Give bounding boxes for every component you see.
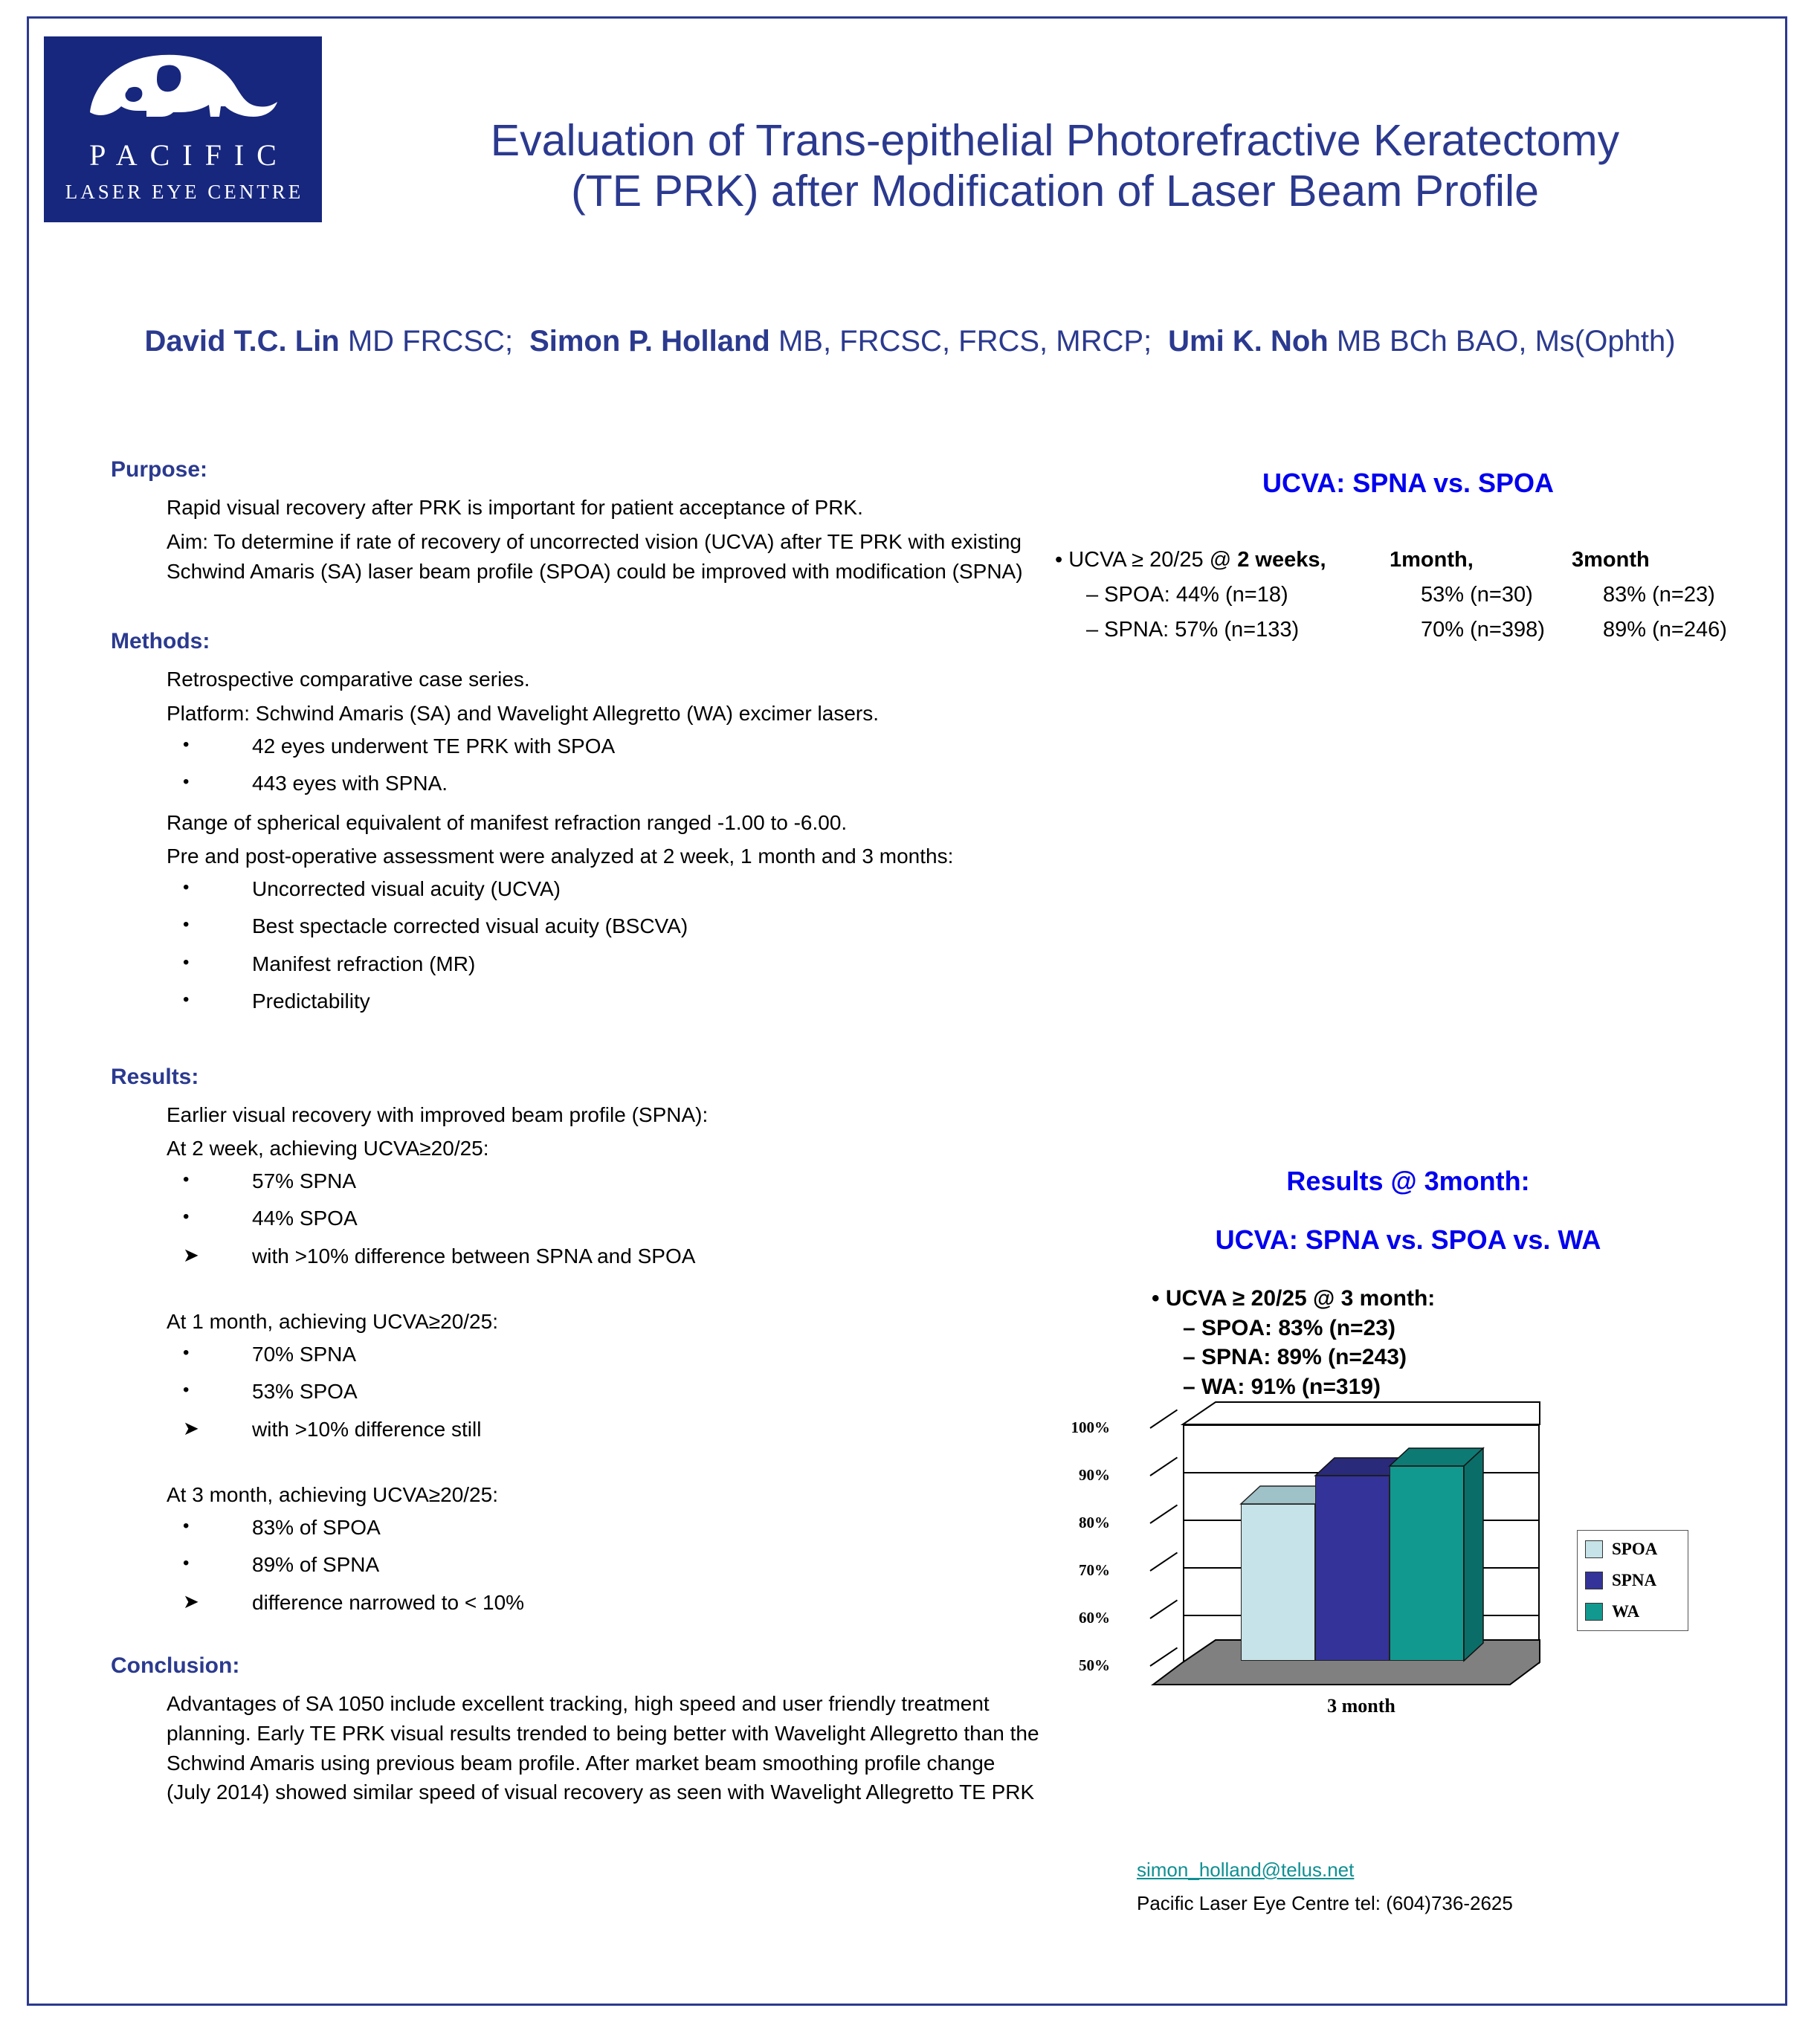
chart-plot-area	[1071, 1418, 1540, 1685]
bullet-dot-icon: •	[183, 1343, 190, 1363]
methods-bullet-list-b	[167, 876, 1040, 1016]
bullet-dot-icon: •	[183, 1553, 190, 1574]
bullet-dot-icon: •	[183, 1207, 190, 1227]
results-3month-panel	[1055, 1163, 1761, 1730]
table-cell-value: 89% (n=246)	[1603, 618, 1727, 642]
results3month-heading-1: Results @ 3month:	[1286, 1166, 1530, 1197]
results3month-heading-2: UCVA: SPNA vs. SPOA vs. WA	[1215, 1224, 1601, 1255]
methods-paragraph-4: Pre and post-operative assessment were analyzed at 2 week, 1 month and 3 months:	[167, 845, 954, 868]
left-column	[81, 457, 1040, 1812]
list-item-label: 89% of SPNA	[252, 1553, 380, 1577]
table-cell-value: 53% (n=30)	[1421, 583, 1533, 607]
author-name-1: David T.C. Lin	[144, 325, 340, 358]
section-methods	[81, 629, 1040, 1015]
depth-tick-70	[1149, 1552, 1178, 1571]
list-item	[167, 770, 1040, 797]
methods-paragraph-2: Platform: Schwind Amaris (SA) and Wavelight Allegretto (WA) excimer lasers.	[167, 702, 880, 725]
pacific-laser-eye-centre-logo	[44, 36, 322, 222]
legend-swatch-wa	[1585, 1603, 1603, 1621]
ucva-header-lead: UCVA ≥ 20/25 @	[1068, 548, 1238, 572]
results-intro: Earlier visual recovery with improved beam profile (SPNA):	[167, 1102, 709, 1126]
telephone-text: Pacific Laser Eye Centre tel: (604)736-2625	[1137, 1892, 1513, 1914]
section-results	[81, 1065, 1040, 1617]
table-cell-label	[1055, 618, 1421, 642]
list-item	[167, 1514, 1040, 1541]
depth-tick-90	[1149, 1456, 1178, 1476]
table-header-cell-2: 3month	[1572, 548, 1650, 572]
list-item-label: 44% SPOA	[252, 1207, 358, 1230]
logo-subtitle: LASER EYE CENTRE	[65, 181, 304, 203]
legend-label-wa: WA	[1612, 1601, 1640, 1621]
results3month-line-wa: – WA: 91% (n=319)	[1183, 1374, 1381, 1399]
list-item-label: difference narrowed to < 10%	[252, 1590, 525, 1614]
bullet-dot-icon: •	[183, 734, 190, 755]
table-header-row	[1055, 548, 1761, 572]
purpose-heading: Purpose:	[111, 457, 208, 482]
email-link[interactable]: simon_holland@telus.net	[1137, 1859, 1355, 1881]
list-item	[167, 1416, 1040, 1443]
depth-tick-60	[1149, 1599, 1178, 1618]
table-cell-value: 83% (n=23)	[1603, 583, 1715, 607]
author-creds-3: MB BCh BAO, Ms(Ophth)	[1336, 325, 1676, 358]
title-line-2: (TE PRK) after Modification of Laser Beam Profile	[571, 167, 1539, 216]
y-axis-tick-label: 50%	[1079, 1656, 1110, 1674]
list-item-label: with >10% difference still	[252, 1417, 482, 1441]
author-creds-2: MB, FRCSC, FRCS, MRCP;	[778, 325, 1152, 358]
methods-paragraph-3: Range of spherical equivalent of manifest refraction ranged -1.00 to -6.00.	[167, 810, 848, 834]
results3month-line-spoa: – SPOA: 83% (n=23)	[1183, 1315, 1395, 1340]
results3month-bullet: • UCVA ≥ 20/25 @ 3 month:	[1152, 1286, 1436, 1311]
list-item-label: 70% SPNA	[252, 1343, 357, 1366]
table-cell-value: 70% (n=398)	[1421, 618, 1545, 642]
table-row	[1055, 618, 1761, 642]
y-axis-tick-label: 60%	[1079, 1608, 1110, 1627]
results-group-label-2: At 1 month, achieving UCVA≥20/25:	[167, 1310, 498, 1334]
author-list	[59, 325, 1761, 358]
gridline-100	[1183, 1424, 1540, 1426]
list-item	[167, 1552, 1040, 1578]
chart-legend	[1577, 1530, 1688, 1631]
list-item-label: Manifest refraction (MR)	[252, 952, 476, 975]
legend-label-spoa: SPOA	[1612, 1539, 1658, 1558]
table-cell-value: 57% (n=133)	[1175, 618, 1300, 642]
list-item	[167, 1589, 1040, 1616]
y-axis-tick-label: 90%	[1079, 1465, 1110, 1484]
list-item-label: 42 eyes underwent TE PRK with SPOA	[252, 734, 616, 758]
results-group-label-1: At 2 week, achieving UCVA≥20/25:	[167, 1137, 489, 1160]
bullet-arrow-icon: ➤	[183, 1416, 199, 1439]
orca-whale-icon	[83, 47, 283, 136]
bullet-arrow-icon: ➤	[183, 1243, 199, 1266]
y-axis-tick-label: 80%	[1079, 1513, 1110, 1531]
results-bullet-list-2	[167, 1341, 1040, 1443]
poster-header	[29, 19, 1785, 249]
list-item-label: 443 eyes with SPNA.	[252, 772, 448, 795]
x-axis-label: 3 month	[1327, 1694, 1395, 1717]
ucva-header-col0: 2 weeks,	[1237, 548, 1326, 572]
methods-bullet-list-a	[167, 733, 1040, 798]
legend-item-spoa	[1585, 1540, 1680, 1559]
y-axis-tick-label: 70%	[1079, 1560, 1110, 1579]
list-item-label: Uncorrected visual acuity (UCVA)	[252, 877, 561, 901]
author-name-3: Umi K. Noh	[1168, 325, 1329, 358]
methods-paragraph-1: Retrospective comparative case series.	[167, 668, 530, 691]
purpose-paragraph-1: Rapid visual recovery after PRK is important for patient acceptance of PRK.	[167, 496, 863, 519]
list-item-label: with >10% difference between SPNA and SPOA	[252, 1244, 696, 1268]
list-item	[167, 1168, 1040, 1195]
results3month-list	[1055, 1284, 1761, 1401]
list-item-label: Best spectacle corrected visual acuity (BSCVA)	[252, 914, 688, 938]
list-item-label: 53% SPOA	[252, 1380, 358, 1404]
bullet-dot-icon: •	[183, 914, 190, 935]
legend-swatch-spna	[1585, 1572, 1603, 1589]
author-creds-1: MD FRCSC;	[347, 325, 514, 358]
chart-top-face	[1153, 1402, 1540, 1426]
list-item	[167, 1341, 1040, 1368]
ucva-table	[1055, 548, 1761, 642]
legend-label-spna: SPNA	[1612, 1570, 1657, 1589]
results-group-label-3: At 3 month, achieving UCVA≥20/25:	[167, 1483, 498, 1507]
row-label-spoa: – SPOA:	[1086, 583, 1170, 607]
bullet-dot-icon: •	[183, 1169, 190, 1190]
bullet-dot-icon: •	[183, 772, 190, 792]
logo-wordmark: PACIFIC	[89, 138, 289, 172]
legend-item-spna	[1585, 1571, 1680, 1590]
row-label-spna: – SPNA:	[1086, 618, 1169, 642]
results-heading: Results:	[111, 1064, 199, 1089]
right-column	[1055, 465, 1761, 1731]
list-item	[167, 733, 1040, 760]
table-cell-value: 44% (n=18)	[1175, 583, 1288, 607]
list-item	[167, 1378, 1040, 1405]
table-cell-label	[1055, 583, 1421, 607]
contact-footer	[1137, 1859, 1732, 1915]
bullet-dot-icon: •	[183, 952, 190, 972]
bullet-dot-icon: •	[183, 989, 190, 1010]
bullet-dot-icon: •	[183, 1515, 190, 1536]
bar-front-spna	[1315, 1476, 1390, 1661]
bullet-arrow-icon: ➤	[183, 1589, 199, 1612]
conclusion-heading: Conclusion:	[111, 1653, 240, 1679]
results3month-line-spna: – SPNA: 89% (n=243)	[1183, 1345, 1407, 1370]
list-item	[167, 951, 1040, 978]
bar-front-wa	[1390, 1466, 1464, 1661]
conclusion-text: Advantages of SA 1050 include excellent tracking, high speed and user friendly treatment planning. Early TE PRK visual results trended to being better with Wavelight Allegretto than the Schwind Amaris using previous beam profile. After market beam smoothing profile change (July 2014) showed similar speed of visual recovery as seen with Wavelight Allegretto TE PRK	[167, 1692, 1039, 1804]
list-item	[167, 1243, 1040, 1270]
bullet-dot-icon: •	[183, 1380, 190, 1401]
table-header-cell-0	[1055, 548, 1390, 572]
ucva-3month-bar-chart	[1055, 1418, 1761, 1731]
list-item	[167, 913, 1040, 940]
methods-heading: Methods:	[111, 629, 210, 654]
list-item	[167, 988, 1040, 1015]
list-item	[167, 1205, 1040, 1232]
section-conclusion	[81, 1653, 1040, 1807]
table-header-cell-1: 1month,	[1390, 548, 1474, 572]
legend-swatch-spoa	[1585, 1540, 1603, 1558]
list-item-label: 83% of SPOA	[252, 1515, 381, 1539]
section-purpose	[81, 457, 1040, 586]
y-axis-tick-label: 100%	[1071, 1418, 1110, 1436]
results-bullet-list-3	[167, 1514, 1040, 1616]
results-bullet-list-1	[167, 1168, 1040, 1270]
depth-tick-80	[1149, 1504, 1178, 1523]
author-name-2: Simon P. Holland	[529, 325, 770, 358]
legend-item-wa	[1585, 1602, 1680, 1621]
ucva-comparison-panel	[1055, 465, 1761, 642]
bar-side-face-wa	[1464, 1448, 1486, 1662]
bar-spna	[1315, 1476, 1390, 1661]
ucva-table-heading: UCVA: SPNA vs. SPOA	[1262, 468, 1555, 498]
list-item-label: Predictability	[252, 989, 370, 1013]
purpose-paragraph-2: Aim: To determine if rate of recovery of uncorrected vision (UCVA) after TE PRK with existing Schwind Amaris (SA) laser beam profile (SPOA) could be improved with modification (SPNA)	[167, 529, 1023, 583]
bar-front-spoa	[1241, 1504, 1315, 1661]
bar-spoa	[1241, 1504, 1315, 1661]
bar-wa	[1390, 1466, 1464, 1661]
list-item	[167, 876, 1040, 903]
page-title	[349, 115, 1761, 217]
bullet-dot-icon: •	[183, 877, 190, 898]
list-item-label: 57% SPNA	[252, 1169, 357, 1193]
poster-canvas	[27, 16, 1787, 2006]
title-line-1: Evaluation of Trans-epithelial Photorefractive Keratectomy	[490, 116, 1620, 165]
bullet-dot-icon: •	[1055, 548, 1063, 572]
table-row	[1055, 583, 1761, 607]
